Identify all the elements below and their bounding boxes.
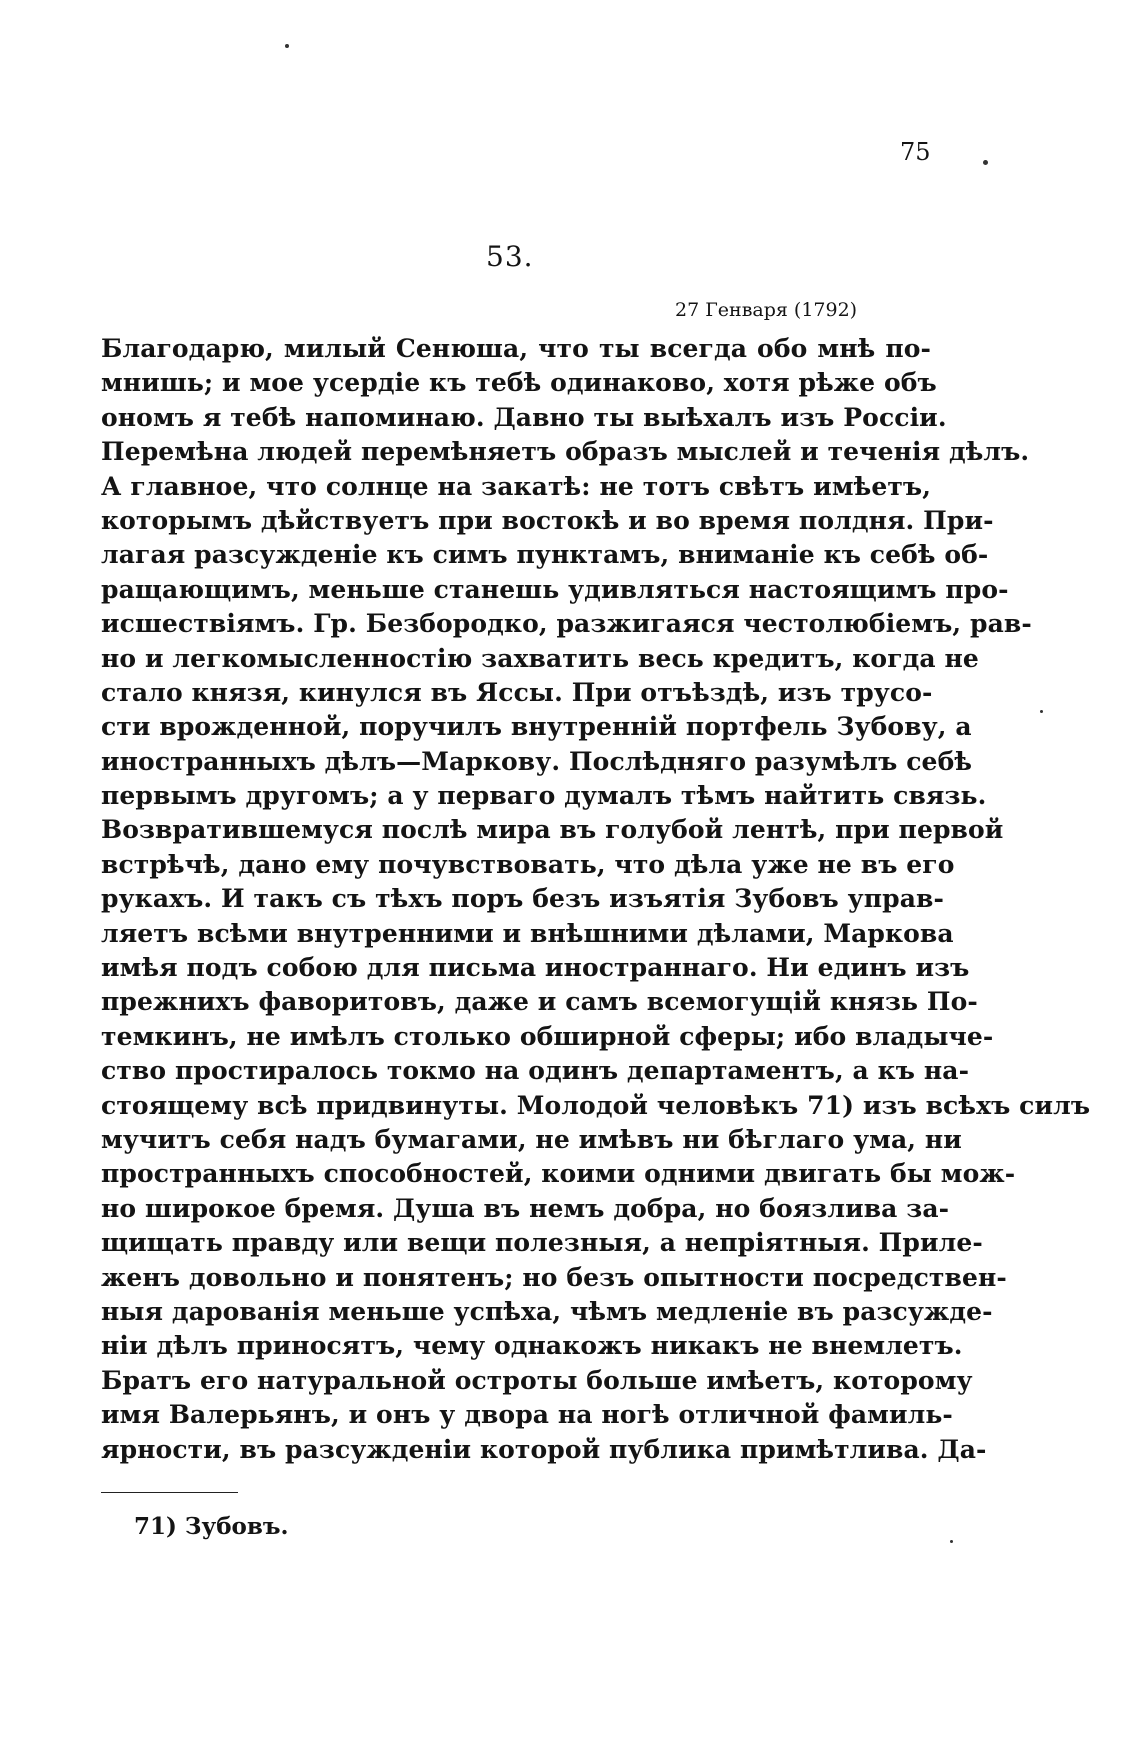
scan-speck bbox=[285, 44, 289, 48]
text-line: ономъ я тебѣ напоминаю. Давно ты выѣхалъ изъ Россіи. bbox=[101, 402, 947, 432]
text-line: мучитъ себя надъ бумагами, не имѣвъ ни бѣглаго ума, ни bbox=[101, 1124, 962, 1154]
text-line: которымъ дѣйствуетъ при востокѣ и во время полдня. При- bbox=[101, 505, 994, 535]
text-line: пространныхъ способностей, коими одними двигать бы мож- bbox=[101, 1159, 1016, 1189]
text-line: имѣя подъ собою для письма иностраннаго. Ни единъ изъ bbox=[101, 953, 970, 983]
footnote-rule bbox=[101, 1492, 238, 1493]
text-line: женъ довольно и понятенъ; но безъ опытности посредствен- bbox=[101, 1262, 1007, 1292]
text-line: первымъ другомъ; а у перваго думалъ тѣмъ найтить связь. bbox=[101, 781, 987, 811]
text-line: иностранныхъ дѣлъ—Маркову. Послѣдняго разумѣлъ себѣ bbox=[101, 746, 973, 776]
text-line: исшествіямъ. Гр. Безбородко, разжигаяся честолюбіемъ, рав- bbox=[101, 609, 1032, 639]
text-line: Перемѣна людей перемѣняетъ образъ мыслей и теченія дѣлъ. bbox=[101, 437, 1030, 467]
text-line: прежнихъ фаворитовъ, даже и самъ всемогущій князь По- bbox=[101, 987, 978, 1017]
text-line: щищать правду или вещи полезныя, а непріятныя. Приле- bbox=[101, 1228, 983, 1258]
scan-speck bbox=[983, 160, 988, 165]
text-line: Возвратившемуся послѣ мира въ голубой лентѣ, при первой bbox=[101, 815, 1004, 845]
letter-body bbox=[101, 332, 1091, 1467]
footnote-text: Зубовъ. bbox=[184, 1513, 289, 1540]
text-line: стало князя, кинулся въ Яссы. При отъѣздѣ, изъ трусо- bbox=[101, 677, 933, 707]
text-line: имя Валерьянъ, и онъ у двора на ногѣ отличной фамиль- bbox=[101, 1400, 953, 1430]
text-line: лагая разсужденіе къ симъ пунктамъ, вниманіе къ себѣ об- bbox=[101, 540, 989, 570]
letter-number: 53. bbox=[486, 240, 534, 273]
text-line: ство простиралось токмо на одинъ департаментъ, а къ на- bbox=[101, 1056, 970, 1086]
page-number: 75 bbox=[900, 138, 931, 166]
text-line: ляетъ всѣми внутренними и внѣшними дѣлами, Маркова bbox=[101, 918, 954, 948]
text-line: ярности, въ разсужденіи которой публика примѣтлива. Да- bbox=[101, 1434, 987, 1464]
text-line: Благодарю, милый Сенюша, что ты всегда обо мнѣ по- bbox=[101, 334, 931, 363]
text-line: но широкое бремя. Душа въ немъ добра, но боязлива за- bbox=[101, 1193, 950, 1223]
footnote bbox=[134, 1512, 289, 1542]
text-line: ніи дѣлъ приносятъ, чему однакожъ никакъ не внемлетъ. bbox=[101, 1331, 963, 1361]
scan-speck bbox=[1040, 710, 1043, 713]
text-line: рукахъ. И такъ съ тѣхъ поръ безъ изъятія Зубовъ управ- bbox=[101, 884, 944, 914]
scan-speck bbox=[950, 1540, 953, 1543]
text-line: темкинъ, не имѣлъ столько обширной сферы; ибо владыче- bbox=[101, 1021, 994, 1051]
text-line: стоящему всѣ придвинуты. Молодой человѣкъ 71) изъ всѣхъ силъ bbox=[101, 1090, 1091, 1120]
text-line: ращающимъ, меньше станешь удивляться настоящимъ про- bbox=[101, 574, 1009, 604]
letter-date: 27 Генваря (1792) bbox=[675, 299, 858, 321]
footnote-marker: 71) bbox=[134, 1513, 177, 1540]
text-line: сти врожденной, поручилъ внутренній портфель Зубову, а bbox=[101, 712, 972, 742]
text-line: А главное, что солнце на закатѣ: не тотъ свѣтъ имѣетъ, bbox=[101, 471, 931, 501]
text-line: ныя дарованія меньше успѣха, чѣмъ медленіе въ разсужде- bbox=[101, 1296, 993, 1326]
text-line: мнишь; и мое усердіе къ тебѣ одинаково, хотя рѣже объ bbox=[101, 368, 937, 398]
text-line: Братъ его натуральной остроты больше имѣетъ, которому bbox=[101, 1365, 973, 1395]
text-line: но и легкомысленностію захватить весь кредитъ, когда не bbox=[101, 643, 979, 673]
text-line: встрѣчѣ, дано ему почувствовать, что дѣла уже не въ его bbox=[101, 849, 955, 879]
